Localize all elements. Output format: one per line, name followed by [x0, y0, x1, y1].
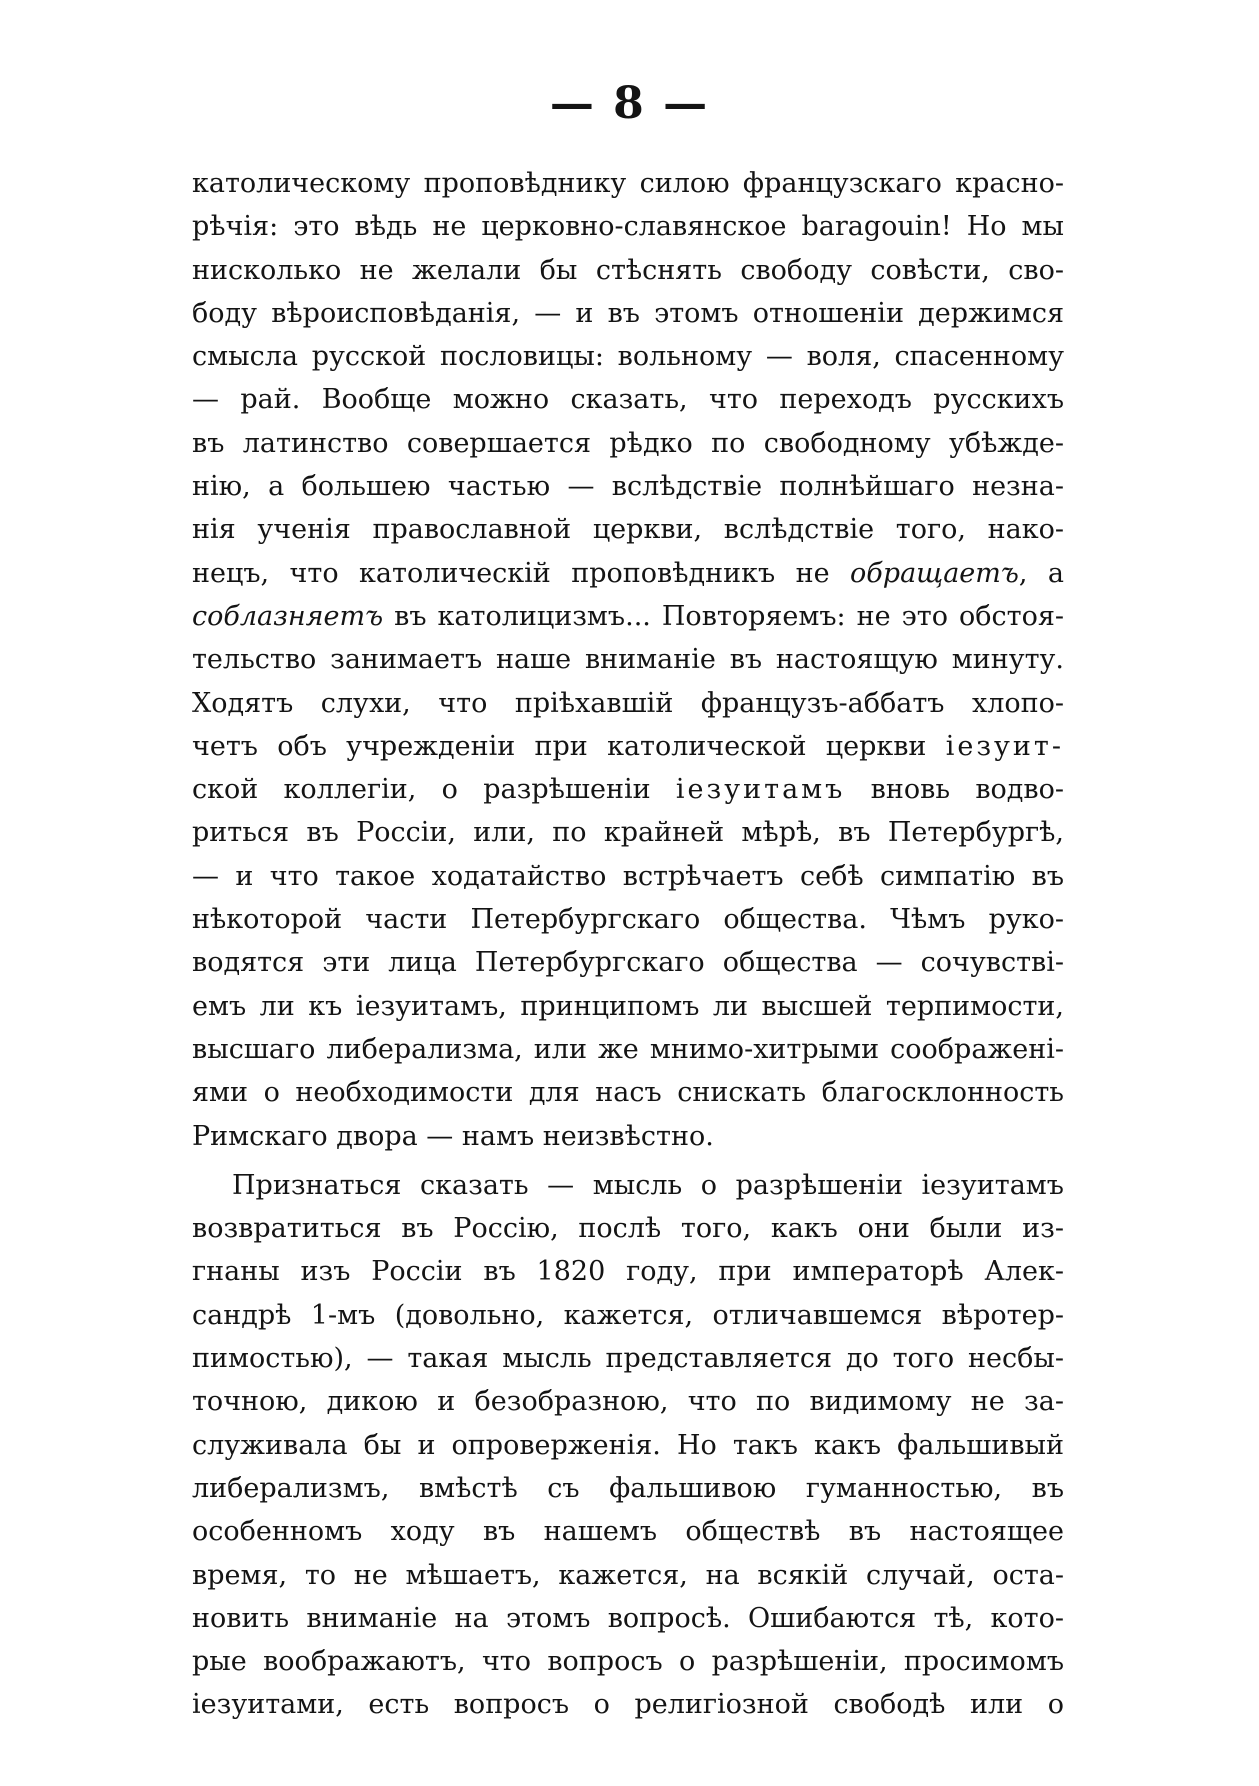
text-line: нѣкоторой части Петербургскаго общества. Чѣмъ руко-: [192, 904, 1064, 936]
text-line: емъ ли къ іезуитамъ, принципомъ ли высшей терпимости,: [192, 990, 1064, 1022]
text-line: соблазняетъ въ католицизмъ... Повторяемъ: не это обстоя-: [192, 600, 1064, 632]
text-line: ской коллегіи, о разрѣшеніи іезуитамъ вновь водво-: [192, 774, 1064, 806]
text-line: особенномъ ходу въ нашемъ обществѣ въ настоящее: [192, 1516, 1064, 1548]
page-number: — 8 —: [549, 78, 710, 129]
text-line: пимостью), — такая мысль представляется до того несбы-: [192, 1343, 1064, 1375]
text-line: сандрѣ 1-мъ (довольно, кажется, отличавшемся вѣротер-: [192, 1299, 1064, 1331]
italic-word: соблазняетъ: [192, 600, 384, 632]
text-line: ями о необходимости для насъ снискать благосклонность: [192, 1077, 1064, 1109]
paragraph-1: [192, 162, 1064, 1158]
text-line: боду вѣроисповѣданія, — и въ этомъ отношеніи держимся: [192, 297, 1064, 329]
text-line: гнаны изъ Россіи въ 1820 году, при императорѣ Алек-: [192, 1256, 1064, 1288]
italic-word: обращаетъ: [850, 557, 1019, 589]
text-line: — рай. Вообще можно сказать, что переходъ русскихъ: [192, 384, 1064, 416]
text-line: въ латинство совершается рѣдко по свободному убѣжде-: [192, 427, 1064, 459]
text-line: смысла русской пословицы: вольному — воля, спасенному: [192, 341, 1064, 373]
text-line: Римскаго двора — намъ неизвѣстно.: [192, 1120, 714, 1152]
text-line: время, то не мѣшаетъ, кажется, на всякій случай, оста-: [192, 1559, 1064, 1591]
text-line: риться въ Россіи, или, по крайней мѣрѣ, въ Петербургѣ,: [192, 817, 1064, 849]
spaced-word: іезуитамъ: [675, 774, 846, 806]
text-line: точною, дикою и безобразною, что по видимому не за-: [192, 1386, 1064, 1418]
text-line: высшаго либерализма, или же мнимо-хитрыми соображені-: [192, 1033, 1064, 1065]
text-line: четъ объ учрежденіи при католической церкви іезуит-: [192, 730, 1064, 762]
text-line: возвратиться въ Россію, послѣ того, какъ они были из-: [192, 1213, 1064, 1245]
paragraph-2: [192, 1164, 1064, 1727]
text-line: нецъ, что католическій проповѣдникъ не обращаетъ, а: [192, 557, 1064, 589]
spaced-word: іезуит-: [945, 730, 1064, 762]
text-line: Признаться сказать — мысль о разрѣшеніи іезуитамъ: [232, 1169, 1064, 1201]
text-line: тельство занимаетъ наше вниманіе въ настоящую минуту.: [192, 644, 1064, 676]
text-line: — и что такое ходатайство встрѣчаетъ себѣ симпатію въ: [192, 860, 1064, 892]
text-line: іезуитами, есть вопросъ о религіозной свободѣ или о: [192, 1689, 1064, 1721]
text-line: католическому проповѣднику силою французскаго красно-: [192, 168, 1064, 199]
text-line: водятся эти лица Петербургскаго общества — сочувстві-: [192, 947, 1064, 979]
text-line: нію, а большею частью — вслѣдствіе полнѣйшаго незна-: [192, 471, 1064, 503]
text-line: рѣчія: это вѣдь не церковно-славянское baragouin! Но мы: [192, 211, 1064, 243]
text-line: либерализмъ, вмѣстѣ съ фальшивою гуманностью, въ: [192, 1472, 1064, 1504]
text-line: Ходятъ слухи, что пріѣхавшій французъ-аббатъ хлопо-: [192, 687, 1064, 719]
text-line: новить вниманіе на этомъ вопросѣ. Ошибаются тѣ, кото-: [192, 1602, 1064, 1634]
text-line: нія ученія православной церкви, вслѣдствіе того, нако-: [192, 514, 1064, 546]
text-line: нисколько не желали бы стѣснять свободу совѣсти, сво-: [192, 254, 1064, 286]
text-line: рые воображаютъ, что вопросъ о разрѣшеніи, просимомъ: [192, 1646, 1064, 1678]
body-text: [192, 162, 1064, 1727]
text-line: служивала бы и опроверженія. Но такъ какъ фальшивый: [192, 1429, 1064, 1461]
